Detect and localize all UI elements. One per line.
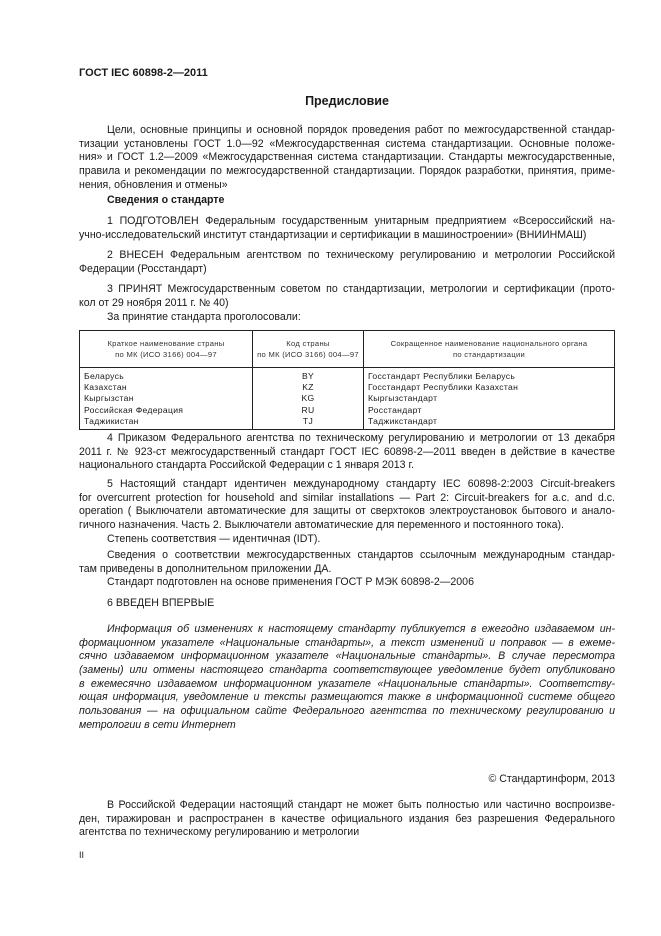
country-code-cell: TJ: [253, 416, 364, 430]
page-number: II: [79, 850, 85, 860]
item-2-submitted: [79, 249, 615, 276]
text-line: (замены) или отмены настоящего стандарта соответствующее уведомление будет опубликовано: [79, 664, 615, 677]
text-line: сячно издаваемом информационном указателе «Национальные стандарты». В случае пересмотра: [79, 650, 615, 663]
standards-body-cell: Госстандарт Республики Казахстан: [364, 382, 615, 393]
country-code-cell: KG: [253, 393, 364, 404]
amendments-info: [79, 623, 615, 733]
text-line: Стандарт подготовлен на основе применения ГОСТ Р МЭК 60898-2—2006: [107, 576, 474, 588]
item-6-first-introduced: [79, 597, 615, 611]
text-line: Степень соответствия — идентичная (IDT).: [107, 533, 321, 545]
text-line: тизации установлены ГОСТ 1.0—92 «Межгосударственная система стандартизации. Основные положе-: [79, 137, 615, 150]
country-name-cell: Казахстан: [80, 382, 253, 393]
text-line: ющая информация, уведомление и тексты размещаются также в информационной системе общего: [79, 691, 615, 704]
text-line: for overcurrent protection for household and similar installations — Part 2: Circuit-breakers for a.c. and d.c.: [79, 491, 615, 504]
table-row: [80, 368, 615, 383]
text-line: национального стандарта Российской Федерации с 1 января 2013 г.: [79, 459, 415, 472]
text-line: 2 ВНЕСЕН Федеральным агентством по техническому регулированию и метрологии Российской: [107, 249, 615, 261]
voting-table: [79, 330, 615, 430]
text-line: 4 Приказом Федерального агентства по техническому регулированию и метрологии от 13 декабря: [107, 432, 615, 444]
text-line: В Российской Федерации настоящий стандарт не может быть полностью или частично воспроизве-: [107, 799, 615, 811]
references-info: [79, 549, 615, 576]
text-line: учно-исследовательский институт стандартизации и сертификации в машиностроении» (ВНИИНМАШ): [79, 228, 587, 241]
text-line: 3 ПРИНЯТ Межгосударственным советом по стандартизации, метрологии и сертификации (прото-: [107, 283, 615, 295]
copyright: © Стандартинформ, 2013: [488, 773, 615, 785]
text-line: формационном указателе «Национальные стандарты», а текст изменений и поправок — в ежеме-: [79, 636, 615, 649]
country-name-cell: Российская Федерация: [80, 405, 253, 416]
text-line: operation ( Выключатели автоматические для защиты от сверхтоков электроустановок бытового и анало-: [79, 505, 615, 518]
basis-info: [79, 576, 615, 590]
item-5-identical: [79, 478, 615, 533]
item-1-prepared: [79, 215, 615, 242]
conformity-degree: [79, 533, 615, 547]
standards-body-cell: Росстандарт: [364, 405, 615, 416]
text-line: 6 ВВЕДЕН ВПЕРВЫЕ: [107, 597, 215, 609]
item-3-adopted: [79, 283, 615, 310]
table-row: [80, 393, 615, 404]
text-line: гичного назначения. Часть 2. Выключатели автоматические для переменного и постоянного тока).: [79, 519, 564, 532]
document-header: ГОСТ IEC 60898-2—2011: [79, 67, 208, 79]
column-header-country: Краткое наименование страны по МК (ИСО 3166) 004—97: [80, 331, 253, 368]
text-line: Федерации (Росстандарт): [79, 262, 207, 275]
column-header-body: Сокращенное наименование национального органа по стандартизации: [364, 331, 615, 368]
table-row: [80, 405, 615, 416]
text-line: 2011 г. № 923-ст межгосударственный стандарт ГОСТ IEC 60898-2—2011 введен в действие в качестве: [79, 445, 615, 458]
column-header-code: Код страны по МК (ИСО 3166) 004—97: [253, 331, 364, 368]
text-line: там приведены в дополнительном приложении ДА.: [79, 562, 332, 575]
country-code-cell: BY: [253, 368, 364, 383]
table-row: [80, 382, 615, 393]
text-line: агентства по техническому регулированию и метрологии: [79, 826, 360, 839]
country-name-cell: Беларусь: [80, 368, 253, 383]
rights-notice: [79, 799, 615, 840]
intro-paragraph: [79, 124, 615, 192]
text-line: нения, обновления и отмены»: [79, 178, 228, 191]
text-line: кол от 29 ноября 2011 г. № 40): [79, 296, 229, 309]
text-line: 5 Настоящий стандарт идентичен международному стандарту IEC 60898-2:2003 Circuit-breakers: [107, 478, 615, 490]
text-line: Сведения о соответствии межгосударственных стандартов ссылочным международным стандар-: [107, 549, 615, 561]
text-line: пользования — на официальном сайте Федерального агентства по техническому регулированию и: [79, 705, 615, 718]
voted-label: За принятие стандарта проголосовали:: [107, 311, 301, 323]
standards-body-cell: Госстандарт Республики Беларусь: [364, 368, 615, 383]
text-line: правила и рекомендации по межгосударственной стандартизации. Порядок разработки, принятия, приме-: [79, 165, 615, 178]
country-code-cell: RU: [253, 405, 364, 416]
text-line: 1 ПОДГОТОВЛЕН Федеральным государственным унитарным предприятием «Всероссийский на-: [107, 215, 615, 227]
text-line: в ежемесячно издаваемом информационном указателе «Национальные стандарты». Соответству-: [79, 677, 615, 690]
country-code-cell: KZ: [253, 382, 364, 393]
text-line: Цели, основные принципы и основной порядок проведения работ по межгосударственной стандар-: [107, 124, 615, 136]
page-title: Предисловие: [305, 94, 389, 108]
text-line: Информация об изменениях к настоящему стандарту публикуется в ежегодно издаваемом ин-: [107, 623, 615, 635]
table-row: [80, 416, 615, 430]
standards-body-cell: Кыргызстандарт: [364, 393, 615, 404]
text-line: ден, тиражирован и распространен в качестве официального издания без разрешения Федерального: [79, 812, 615, 825]
text-line: метрологии в сети Интернет: [79, 718, 236, 731]
text-line: ния» и ГОСТ 1.2—2009 «Межгосударственная система стандартизации. Стандарты межгосударственные,: [79, 151, 615, 164]
section-heading: Сведения о стандарте: [107, 194, 225, 206]
item-4-order: [79, 432, 615, 473]
country-name-cell: Кыргызстан: [80, 393, 253, 404]
country-name-cell: Таджикистан: [80, 416, 253, 430]
standards-body-cell: Таджикстандарт: [364, 416, 615, 430]
